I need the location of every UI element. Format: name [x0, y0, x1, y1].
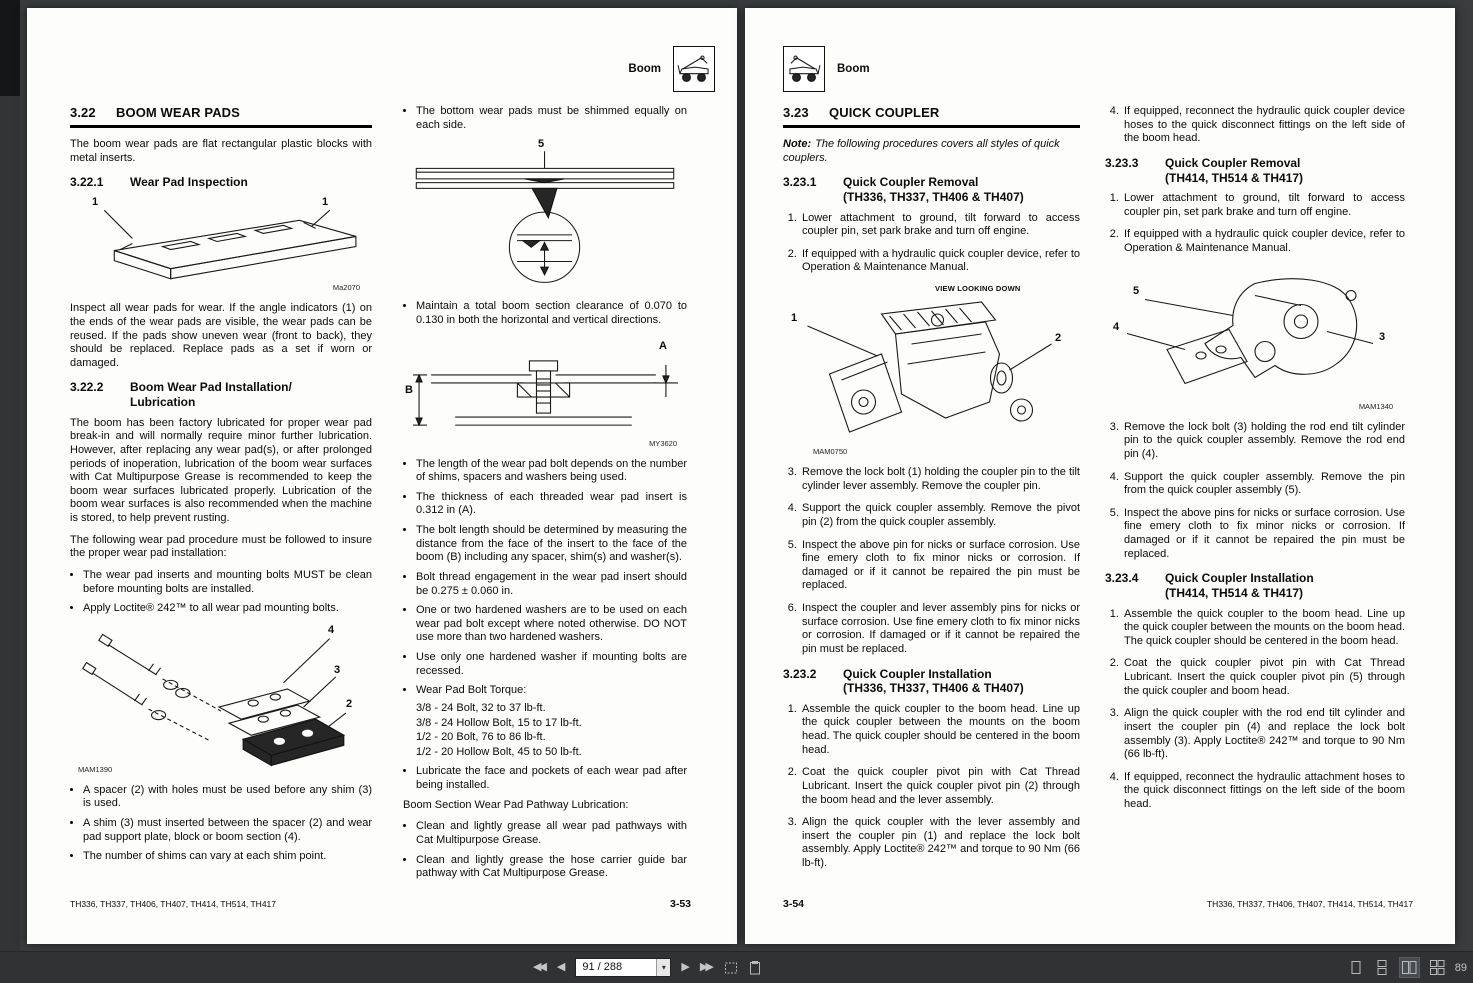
figure-callout-label: 1 [322, 196, 329, 209]
subsection-heading-3-23-2 [783, 667, 1080, 696]
header-section-label: Boom [628, 63, 661, 75]
step-list [783, 466, 1080, 657]
step-item: 6. Inspect the coupler and lever assembly pins for nicks or surface corrosion. Use fine emery cloth to fix minor nicks or corrosion. If damaged or if it cannot be repaired the pin must be replaced. [800, 602, 1080, 657]
step-item: 4. Support the quick coupler assembly. Remove the pivot pin (2) from the quick coupler assembly. [800, 502, 1080, 529]
bullet-item: • The wear pad inserts and mounting bolts MUST be clean before mounting bolts are installed. [83, 569, 372, 596]
telehandler-icon [676, 54, 712, 84]
zoom-level-label[interactable]: 89 [1454, 961, 1467, 974]
bullet-item: • The bolt length should be determined by measuring the distance from the face of the insert to the face of the boom (B) including any spacer, shim(s) and washer(s). [416, 524, 687, 565]
subsection-title-line: Quick Coupler Installation [1165, 571, 1314, 586]
figure-callout-label: 4 [328, 623, 335, 636]
bullet-item: • Wear Pad Bolt Torque: [416, 684, 687, 698]
footer-models: TH336, TH337, TH406, TH407, TH414, TH514, TH417 [70, 899, 277, 909]
document-page-right [745, 8, 1455, 944]
step-item: 2. If equipped with a hydraulic quick coupler device, refer to Operation & Maintenance Manual. [1122, 228, 1405, 255]
two-page-continuous-view-icon[interactable] [1428, 958, 1447, 977]
bullet-list [70, 569, 372, 616]
figure-caption: MAM0750 [813, 447, 848, 456]
bullet-list [403, 765, 687, 792]
torque-spec-line: 3/8 - 24 Hollow Bolt, 15 to 17 lb-ft. [416, 716, 582, 729]
bullet-list [403, 105, 687, 132]
bullet-list [403, 300, 687, 327]
first-page-button[interactable]: ◀◀ [533, 961, 544, 973]
previous-page-button[interactable]: ◀ [556, 961, 566, 973]
figure-wear-pad [70, 196, 372, 292]
step-item: 2. If equipped with a hydraulic quick coupler device, refer to Operation & Maintenance Manual. [800, 248, 1080, 275]
step-item: 3. Align the quick coupler with the lever assembly and insert the coupler pin (1) and replace the lock bolt assembly. Apply Loctite® 242™ and torque to 90 Nm (66 lb-ft). [800, 816, 1080, 871]
subsection-heading-3-22-2 [70, 380, 372, 409]
two-page-view-icon[interactable] [1399, 957, 1420, 978]
figure-caption: Ma2070 [332, 283, 360, 293]
left-page-column-1 [70, 105, 372, 903]
subsection-heading-3-23-1 [783, 175, 1080, 204]
paragraph: The boom has been factory lubricated for proper wear pad break-in and will normally require minor further lubrication. However, after replacing any wear pad(s), or after prolonged periods of inoperation, lubrication of the boom wear surfaces with Cat Multipurpose Grease is recommended to keep the boom wear surfaces lubricated properly. Lubrication of the boom wear surfaces is also recommended when the machine is stored, to help prevent rusting. [70, 416, 372, 524]
bullet-item: • Clean and lightly grease all wear pad pathways with Cat Multipurpose Grease. [416, 820, 687, 847]
figure-callout-label: 2 [1055, 332, 1062, 344]
torque-spec-lines [416, 702, 687, 760]
step-list [783, 703, 1080, 871]
page-header [783, 46, 870, 92]
figure-callout-label: 1 [791, 312, 798, 324]
paragraph: Inspect all wear pads for wear. If the angle indicators (1) on the ends of the wear pads are visible, the wear pads can be reused. If the pads show uneven wear (front to back), they should be replaced. Replace pads as a set if worn or damaged. [70, 302, 372, 369]
bullet-item: • Maintain a total boom section clearance of 0.070 to 0.130 in both the horizontal and vertical directions. [416, 300, 687, 327]
footer-page-number: 3-53 [669, 898, 691, 910]
torque-spec-line: 1/2 - 20 Hollow Bolt, 45 to 50 lb-ft. [416, 745, 582, 758]
bullet-item: • The length of the wear pad bolt depends on the number of shims, spacers and washers being used. [416, 458, 687, 485]
step-item: 4. If equipped, reconnect the hydraulic quick coupler device hoses to the quick disconnect fittings on the left side of the boom head. [1122, 105, 1405, 146]
subsection-number: 3.22.1 [70, 175, 104, 190]
figure-callout-label: 4 [1113, 320, 1120, 333]
bolt-section-drawing [403, 334, 687, 448]
section-heading-3-23 [783, 105, 1080, 128]
quick-coupler-drawing [1105, 265, 1405, 411]
view-mode-controls [1347, 952, 1467, 983]
clipboard-tool-icon[interactable] [748, 961, 762, 975]
torque-spec-line: 3/8 - 24 Bolt, 32 to 37 lb-ft. [416, 701, 546, 714]
subsection-title-line: Quick Coupler Removal [1165, 155, 1301, 170]
header-section-label: Boom [837, 63, 870, 75]
bullet-item: • Apply Loctite® 242™ to all wear pad mounting bolts. [83, 602, 372, 616]
single-page-view-icon[interactable] [1347, 958, 1365, 977]
paragraph: The boom wear pads are flat rectangular plastic blocks with metal inserts. [70, 138, 372, 164]
step-item: 3. Remove the lock bolt (3) holding the rod end tilt cylinder pin to the quick coupler assembly. Remove the rod end pin (4). [1122, 421, 1405, 462]
bullet-item: • The number of shims can vary at each shim point. [83, 850, 372, 864]
figure-view-label: VIEW LOOKING DOWN [935, 284, 1021, 293]
torque-spec-line: 1/2 - 20 Bolt, 76 to 86 lb-ft. [416, 731, 546, 744]
step-item: 4. Support the quick coupler assembly. Remove the pin from the quick coupler assembly (5). [1122, 471, 1405, 498]
subsection-number: 3.23.4 [1105, 571, 1139, 586]
step-list [1105, 192, 1405, 256]
subsection-title-line: (TH336, TH337, TH406 & TH407) [843, 189, 1024, 204]
figure-callout-label: 2 [346, 697, 353, 710]
figure-callout-label: 3 [1379, 330, 1386, 343]
subsection-heading-3-22-1 [70, 175, 372, 189]
telehandler-icon [786, 54, 822, 84]
step-item: 1. Lower attachment to ground, tilt forward to access coupler pin, set park brake and turn off engine. [800, 212, 1080, 239]
subsection-title: Wear Pad Inspection [130, 175, 248, 190]
bullet-list [403, 684, 687, 698]
step-item: 5. Inspect the above pins for nicks or surface corrosion. Use fine emery cloth to fix minor nicks or corrosion. If damaged or if it cannot be repaired the pin must be replaced. [1122, 507, 1405, 562]
step-item: 1. Assemble the quick coupler to the boom head. Line up the quick coupler between the mounts on the boom head. The quick coupler should be centered in the boom head. [800, 703, 1080, 758]
viewer-left-edge [0, 0, 20, 983]
note-paragraph [783, 138, 1080, 165]
subsection-title-line: (TH336, TH337, TH406 & TH407) [843, 681, 1024, 696]
right-page-column-1 [783, 105, 1080, 903]
subsection-title-line: Quick Coupler Installation [843, 666, 992, 681]
section-title: BOOM WEAR PADS [116, 105, 240, 120]
bullet-list [70, 784, 372, 864]
step-item: 3. Align the quick coupler with the rod end tilt cylinder and insert the coupler pin (4) and replace the lock bolt assembly (3). Apply Loctite® 242™ and torque to 90 Nm (66 lb-ft). [1122, 707, 1405, 762]
next-page-button[interactable]: ▶ [681, 961, 690, 973]
figure-callout-label: 5 [1133, 284, 1140, 297]
step-item: 5. Inspect the above pin for nicks or surface corrosion. Use fine emery cloth to fix minor nicks or corrosion. If damaged or if it cannot be repaired the pin must be replaced. [800, 539, 1080, 594]
bullet-item: • The thickness of each threaded wear pad insert is 0.312 in (A). [416, 491, 687, 518]
bullet-item: • Bolt thread engagement in the wear pad insert should be 0.275 ± 0.060 in. [416, 571, 687, 598]
step-item: 4. If equipped, reconnect the hydraulic attachment hoses to the quick disconnect fittings on the left side of the boom head. [1122, 771, 1405, 812]
bullet-item: • A shim (3) must inserted between the spacer (2) and wear pad support plate, block or boom section (4). [83, 817, 372, 844]
page-footer [70, 898, 691, 910]
subsection-number: 3.23.2 [783, 666, 817, 681]
section-number: 3.23 [783, 105, 809, 120]
figure-boom-section [403, 138, 687, 290]
step-list [1105, 608, 1405, 812]
page-header [628, 46, 715, 92]
bullet-item: • One or two hardened washers are to be used on each wear pad bolt except where noted otherwise. DO NOT use more than two hardened washers. [416, 604, 687, 645]
bullet-item: • Clean and lightly grease the hose carrier guide bar pathway with Cat Multipurpose Grease. [416, 854, 687, 881]
subsection-title [843, 667, 1024, 696]
boom-icon-box [783, 46, 825, 92]
page-navigation [533, 952, 762, 983]
step-item: 1. Assemble the quick coupler to the boom head. Line up the quick coupler between the mounts on the boom head. The quick coupler should be centered in the boom head. [1122, 608, 1405, 649]
subsection-title [1165, 571, 1314, 600]
paragraph: Boom Section Wear Pad Pathway Lubrication: [403, 798, 629, 811]
document-page-left [27, 8, 737, 944]
figure-caption: MAM1390 [78, 764, 113, 774]
figure-callout-label: A [659, 339, 667, 352]
sidebar-handle[interactable] [0, 0, 20, 96]
boom-section-drawing [403, 138, 687, 290]
page-footer [783, 898, 1413, 910]
subsection-number: 3.23.3 [1105, 155, 1139, 170]
step-list [783, 212, 1080, 276]
page-number-value[interactable]: 91 / 288 [582, 961, 623, 973]
subsection-title-line: Quick Coupler Removal [843, 175, 979, 190]
figure-callout-label: 3 [334, 663, 341, 676]
figure-callout-label: 5 [538, 138, 545, 151]
left-page-column-2 [403, 105, 687, 903]
subsection-heading-3-23-3 [1105, 156, 1405, 185]
figure-bolt-section [403, 334, 687, 448]
continuous-view-icon[interactable] [1373, 958, 1391, 977]
step-item: 2. Coat the quick coupler pivot pin with Cat Thread Lubricant. Insert the quick coupler pivot pin (5) through the quick coupler and boom head. [1122, 657, 1405, 698]
viewer-toolbar [0, 951, 1473, 983]
figure-caption: MAM1340 [1358, 401, 1393, 411]
dropdown-arrow-icon[interactable]: ▾ [656, 959, 670, 976]
subsection-title-line: Lubrication [130, 395, 196, 409]
page-number-combobox[interactable] [575, 958, 671, 977]
subsection-title [1165, 156, 1303, 185]
bullet-item: • Use only one hardened washer if mounting bolts are recessed. [416, 651, 687, 678]
step-list [1105, 421, 1405, 562]
quick-coupler-drawing [783, 284, 1080, 456]
bullet-list [403, 820, 687, 881]
bullet-list [403, 458, 687, 679]
bullet-item: • A spacer (2) with holes must be used before any shim (3) is used. [83, 784, 372, 811]
figure-callout-label: B [405, 383, 413, 396]
subsection-number: 3.22.2 [70, 380, 104, 395]
figure-quick-coupler-side-view [1105, 265, 1405, 411]
step-item: 3. Remove the lock bolt (1) holding the coupler pin to the tilt cylinder lever assembly. Remove the coupler pin. [800, 466, 1080, 493]
figure-callout-label: 1 [92, 196, 99, 209]
step-list [1105, 105, 1405, 146]
wear-pad-drawing [70, 196, 372, 292]
last-page-button[interactable]: ▶▶ [699, 961, 711, 973]
bullet-item: • The bottom wear pads must be shimmed equally on each side. [416, 105, 687, 132]
bullet-item: • Lubricate the face and pockets of each wear pad after being installed. [416, 765, 687, 792]
figure-exploded-hardware [70, 622, 372, 774]
right-page-column-2 [1105, 105, 1405, 903]
figure-caption: MY3620 [649, 438, 677, 448]
subsection-title-line: Boom Wear Pad Installation/ [130, 380, 292, 395]
step-item: 2. Coat the quick coupler pivot pin with Cat Thread Lubricant. Insert the quick coupler pivot pin (2) through the boom head and the lever assembly. [800, 766, 1080, 807]
subsection-title [843, 175, 1024, 204]
subsection-title-line: (TH414, TH514 & TH417) [1165, 170, 1304, 185]
section-title: QUICK COUPLER [829, 105, 940, 120]
boom-icon-box [673, 46, 715, 92]
subsection-title-line: (TH414, TH514 & TH417) [1165, 585, 1304, 600]
exploded-hardware-drawing [70, 622, 372, 774]
footer-models: TH336, TH337, TH406, TH407, TH414, TH514, TH417 [1206, 899, 1413, 909]
step-item: 1. Lower attachment to ground, tilt forward to access coupler pin, set park brake and turn off engine. [1122, 192, 1405, 219]
note-label: Note: [783, 138, 812, 150]
subsection-heading-3-23-4 [1105, 571, 1405, 600]
paragraph: The following wear pad procedure must be followed to insure the proper wear pad installation: [70, 533, 372, 560]
footer-page-number: 3-54 [783, 898, 805, 910]
note-text: The following procedures covers all styles of quick couplers. [783, 138, 1060, 164]
subsection-number: 3.23.1 [783, 175, 817, 190]
section-number: 3.22 [70, 105, 96, 120]
section-heading-3-22 [70, 105, 372, 128]
snapshot-tool-icon[interactable] [724, 961, 738, 975]
figure-quick-coupler-top-view [783, 284, 1080, 456]
subsection-title [130, 380, 292, 409]
